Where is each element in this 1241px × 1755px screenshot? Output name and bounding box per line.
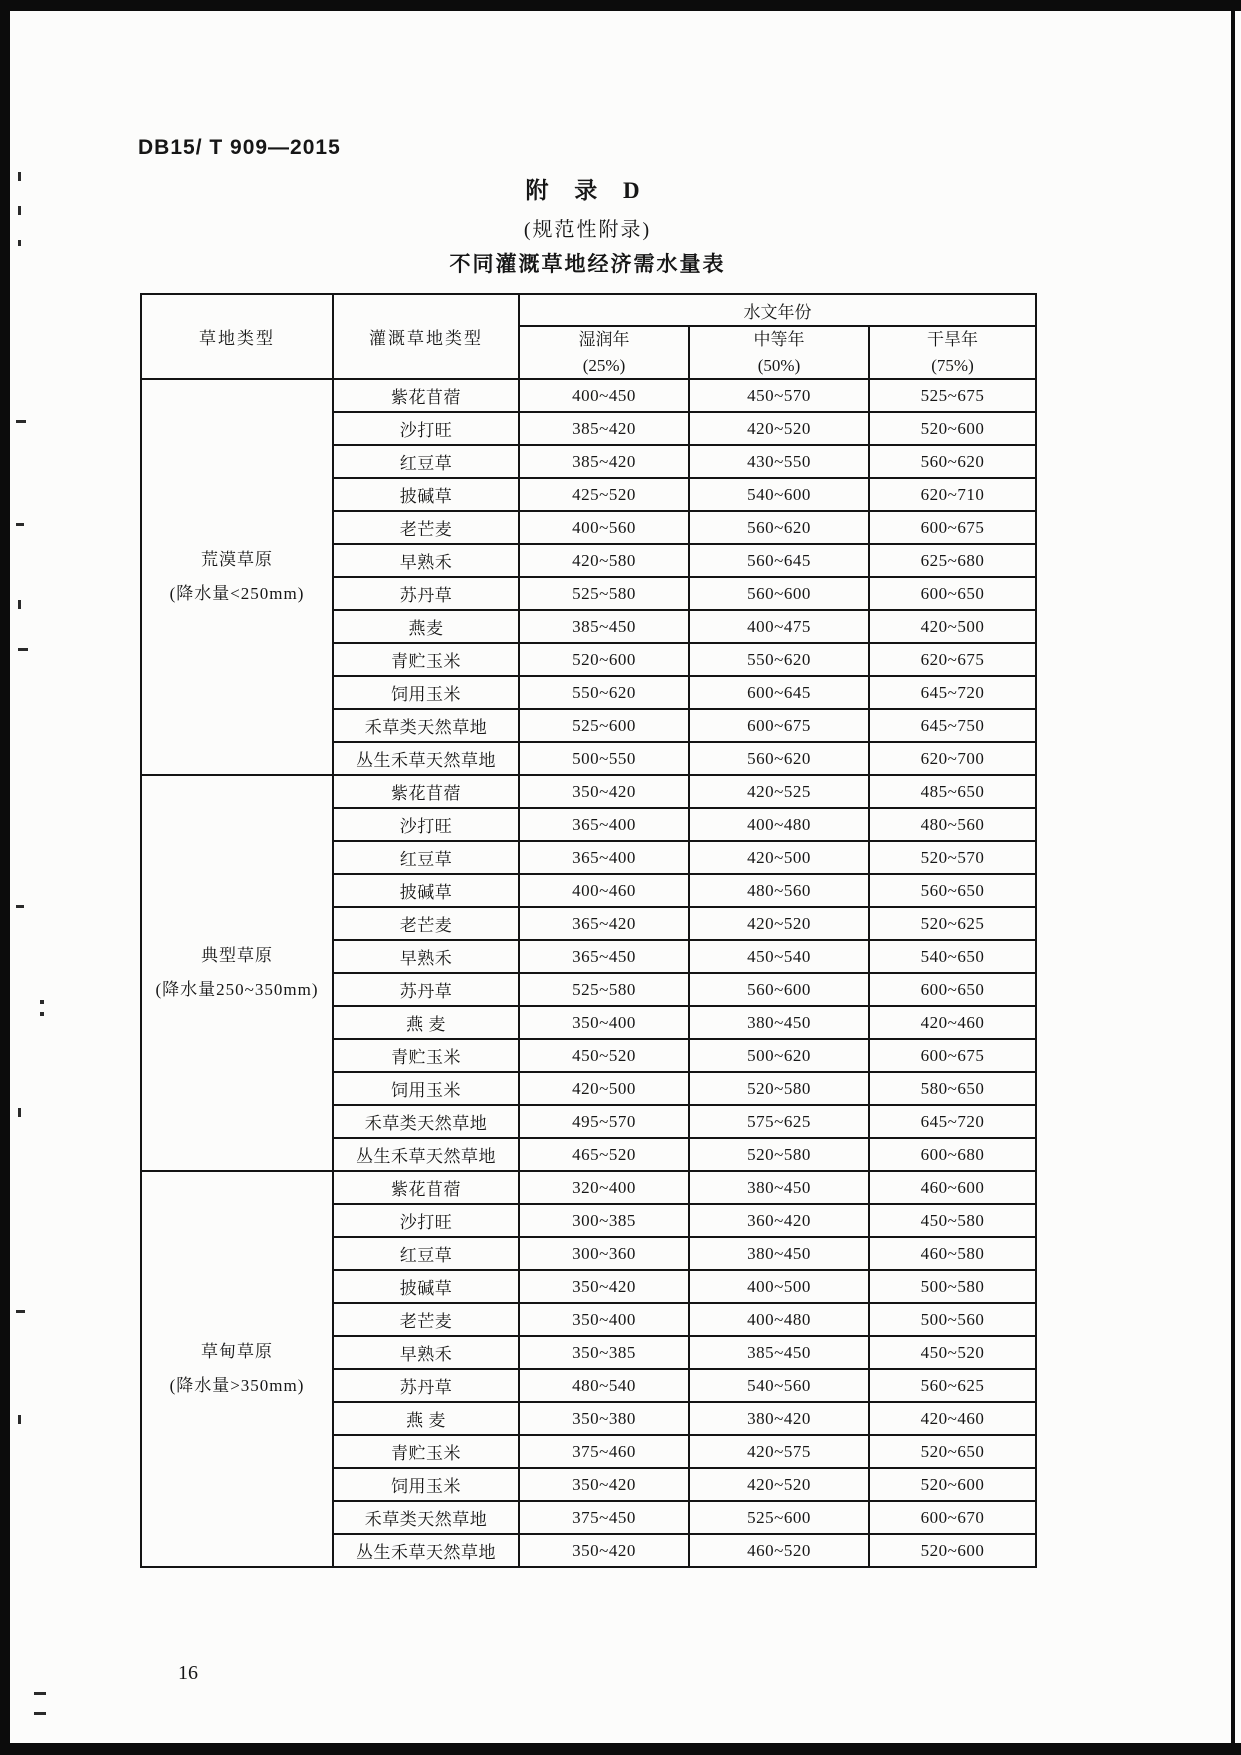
scan-mark [40, 1000, 44, 1004]
value-cell: 500~620 [689, 1039, 869, 1072]
value-cell: 540~650 [869, 940, 1036, 973]
irrigated-type-cell: 饲用玉米 [333, 1468, 519, 1501]
value-cell: 400~560 [519, 511, 689, 544]
scan-mark [16, 905, 24, 908]
irrigated-type-cell: 披碱草 [333, 874, 519, 907]
grassland-type-cell: 草甸草原 (降水量>350mm) [141, 1171, 333, 1567]
value-cell: 645~720 [869, 1105, 1036, 1138]
value-cell: 560~625 [869, 1369, 1036, 1402]
grassland-type-cell: 荒漠草原 (降水量<250mm) [141, 379, 333, 775]
value-cell: 520~625 [869, 907, 1036, 940]
value-cell: 350~420 [519, 1534, 689, 1567]
value-cell: 400~480 [689, 1303, 869, 1336]
value-cell: 450~520 [519, 1039, 689, 1072]
value-cell: 560~650 [869, 874, 1036, 907]
value-cell: 300~385 [519, 1204, 689, 1237]
scan-mark [34, 1712, 46, 1715]
value-cell: 375~450 [519, 1501, 689, 1534]
header-irrigated-type: 灌溉草地类型 [333, 294, 519, 379]
irrigated-type-cell: 早熟禾 [333, 1336, 519, 1369]
header-dry-year: 干旱年 (75%) [869, 326, 1036, 379]
value-cell: 400~480 [689, 808, 869, 841]
value-cell: 600~675 [689, 709, 869, 742]
value-cell: 520~580 [689, 1072, 869, 1105]
value-cell: 465~520 [519, 1138, 689, 1171]
value-cell: 450~540 [689, 940, 869, 973]
header-normal-year: 中等年 (50%) [689, 326, 869, 379]
irrigated-type-cell: 丛生禾草天然草地 [333, 1138, 519, 1171]
value-cell: 560~620 [689, 742, 869, 775]
irrigated-type-cell: 沙打旺 [333, 412, 519, 445]
scan-mark [18, 172, 21, 181]
appendix-title-block [140, 172, 1035, 278]
header-grass-type: 草地类型 [141, 294, 333, 379]
scan-mark [40, 1012, 44, 1016]
scan-mark [18, 206, 21, 215]
page-number: 16 [178, 1662, 198, 1684]
irrigated-type-cell: 燕 麦 [333, 1402, 519, 1435]
value-cell: 620~700 [869, 742, 1036, 775]
value-cell: 450~520 [869, 1336, 1036, 1369]
value-cell: 360~420 [689, 1204, 869, 1237]
irrigated-type-cell: 披碱草 [333, 478, 519, 511]
value-cell: 385~450 [519, 610, 689, 643]
irrigated-type-cell: 苏丹草 [333, 973, 519, 1006]
scan-border-bottom [0, 1743, 1241, 1755]
value-cell: 525~600 [689, 1501, 869, 1534]
scan-mark [16, 420, 26, 423]
scan-mark [18, 240, 21, 246]
irrigated-type-cell: 披碱草 [333, 1270, 519, 1303]
value-cell: 600~650 [869, 577, 1036, 610]
irrigated-type-cell: 紫花苜蓿 [333, 1171, 519, 1204]
value-cell: 645~720 [869, 676, 1036, 709]
irrigated-type-cell: 早熟禾 [333, 544, 519, 577]
value-cell: 420~520 [689, 412, 869, 445]
scan-mark [18, 1415, 21, 1424]
header-wet-year: 湿润年 (25%) [519, 326, 689, 379]
header-hydro-year: 水文年份 [519, 294, 1036, 326]
value-cell: 480~540 [519, 1369, 689, 1402]
irrigated-type-cell: 沙打旺 [333, 1204, 519, 1237]
value-cell: 525~580 [519, 577, 689, 610]
value-cell: 350~420 [519, 775, 689, 808]
irrigated-type-cell: 紫花苜蓿 [333, 775, 519, 808]
value-cell: 365~400 [519, 841, 689, 874]
irrigated-type-cell: 燕 麦 [333, 1006, 519, 1039]
table-row [141, 1171, 1036, 1204]
irrigated-type-cell: 红豆草 [333, 445, 519, 478]
value-cell: 500~560 [869, 1303, 1036, 1336]
value-cell: 420~520 [689, 1468, 869, 1501]
value-cell: 380~420 [689, 1402, 869, 1435]
value-cell: 350~420 [519, 1468, 689, 1501]
value-cell: 600~670 [869, 1501, 1036, 1534]
irrigated-type-cell: 禾草类天然草地 [333, 709, 519, 742]
table-body [141, 379, 1036, 1567]
value-cell: 525~600 [519, 709, 689, 742]
value-cell: 645~750 [869, 709, 1036, 742]
irrigated-type-cell: 苏丹草 [333, 1369, 519, 1402]
value-cell: 560~600 [689, 577, 869, 610]
irrigated-type-cell: 红豆草 [333, 1237, 519, 1270]
value-cell: 320~400 [519, 1171, 689, 1204]
table-row [141, 379, 1036, 412]
value-cell: 600~650 [869, 973, 1036, 1006]
value-cell: 350~380 [519, 1402, 689, 1435]
value-cell: 400~460 [519, 874, 689, 907]
value-cell: 420~500 [689, 841, 869, 874]
value-cell: 380~450 [689, 1006, 869, 1039]
table-header-row-1 [141, 294, 1036, 326]
irrigated-type-cell: 红豆草 [333, 841, 519, 874]
value-cell: 520~600 [519, 643, 689, 676]
irrigated-type-cell: 饲用玉米 [333, 1072, 519, 1105]
value-cell: 600~675 [869, 1039, 1036, 1072]
value-cell: 520~580 [689, 1138, 869, 1171]
appendix-title: 附 录 D [525, 178, 650, 203]
irrigated-type-cell: 丛生禾草天然草地 [333, 742, 519, 775]
value-cell: 520~600 [869, 1534, 1036, 1567]
value-cell: 600~645 [689, 676, 869, 709]
value-cell: 350~385 [519, 1336, 689, 1369]
value-cell: 500~580 [869, 1270, 1036, 1303]
value-cell: 460~600 [869, 1171, 1036, 1204]
value-cell: 525~675 [869, 379, 1036, 412]
value-cell: 420~580 [519, 544, 689, 577]
value-cell: 420~525 [689, 775, 869, 808]
value-cell: 420~460 [869, 1006, 1036, 1039]
value-cell: 520~600 [869, 412, 1036, 445]
irrigated-type-cell: 老芒麦 [333, 907, 519, 940]
value-cell: 350~400 [519, 1303, 689, 1336]
scan-mark [34, 1692, 46, 1695]
scan-mark [18, 1108, 21, 1117]
value-cell: 560~620 [689, 511, 869, 544]
value-cell: 430~550 [689, 445, 869, 478]
value-cell: 420~500 [519, 1072, 689, 1105]
value-cell: 300~360 [519, 1237, 689, 1270]
value-cell: 480~560 [869, 808, 1036, 841]
value-cell: 400~475 [689, 610, 869, 643]
irrigated-type-cell: 饲用玉米 [333, 676, 519, 709]
value-cell: 420~520 [689, 907, 869, 940]
value-cell: 375~460 [519, 1435, 689, 1468]
value-cell: 560~645 [689, 544, 869, 577]
value-cell: 385~420 [519, 412, 689, 445]
value-cell: 365~450 [519, 940, 689, 973]
value-cell: 550~620 [519, 676, 689, 709]
doc-number: DB15/ T 909—2015 [138, 136, 341, 159]
value-cell: 365~400 [519, 808, 689, 841]
value-cell: 380~450 [689, 1171, 869, 1204]
value-cell: 575~625 [689, 1105, 869, 1138]
irrigated-type-cell: 青贮玉米 [333, 1435, 519, 1468]
irrigated-type-cell: 丛生禾草天然草地 [333, 1534, 519, 1567]
value-cell: 480~560 [689, 874, 869, 907]
irrigated-type-cell: 老芒麦 [333, 1303, 519, 1336]
value-cell: 620~710 [869, 478, 1036, 511]
table-row [141, 775, 1036, 808]
value-cell: 520~570 [869, 841, 1036, 874]
value-cell: 460~520 [689, 1534, 869, 1567]
water-requirement-table [140, 293, 1037, 1568]
value-cell: 450~580 [869, 1204, 1036, 1237]
irrigated-type-cell: 青贮玉米 [333, 1039, 519, 1072]
value-cell: 560~600 [689, 973, 869, 1006]
irrigated-type-cell: 沙打旺 [333, 808, 519, 841]
value-cell: 580~650 [869, 1072, 1036, 1105]
value-cell: 365~420 [519, 907, 689, 940]
irrigated-type-cell: 禾草类天然草地 [333, 1105, 519, 1138]
scan-mark [16, 1310, 25, 1313]
scan-mark [16, 523, 24, 526]
irrigated-type-cell: 燕麦 [333, 610, 519, 643]
value-cell: 420~460 [869, 1402, 1036, 1435]
scan-mark [18, 600, 21, 609]
value-cell: 385~450 [689, 1336, 869, 1369]
value-cell: 620~675 [869, 643, 1036, 676]
scan-border-left [0, 0, 10, 1755]
value-cell: 420~575 [689, 1435, 869, 1468]
scan-border-top [0, 0, 1241, 11]
value-cell: 560~620 [869, 445, 1036, 478]
value-cell: 600~680 [869, 1138, 1036, 1171]
value-cell: 540~600 [689, 478, 869, 511]
value-cell: 495~570 [519, 1105, 689, 1138]
value-cell: 450~570 [689, 379, 869, 412]
value-cell: 550~620 [689, 643, 869, 676]
value-cell: 420~500 [869, 610, 1036, 643]
scan-border-right [1231, 0, 1235, 1755]
value-cell: 350~420 [519, 1270, 689, 1303]
value-cell: 520~600 [869, 1468, 1036, 1501]
table-title: 不同灌溉草地经济需水量表 [449, 252, 726, 276]
value-cell: 380~450 [689, 1237, 869, 1270]
value-cell: 460~580 [869, 1237, 1036, 1270]
value-cell: 540~560 [689, 1369, 869, 1402]
value-cell: 350~400 [519, 1006, 689, 1039]
irrigated-type-cell: 老芒麦 [333, 511, 519, 544]
value-cell: 425~520 [519, 478, 689, 511]
irrigated-type-cell: 紫花苜蓿 [333, 379, 519, 412]
irrigated-type-cell: 苏丹草 [333, 577, 519, 610]
value-cell: 385~420 [519, 445, 689, 478]
irrigated-type-cell: 早熟禾 [333, 940, 519, 973]
value-cell: 500~550 [519, 742, 689, 775]
value-cell: 400~450 [519, 379, 689, 412]
value-cell: 400~500 [689, 1270, 869, 1303]
value-cell: 485~650 [869, 775, 1036, 808]
scan-mark [18, 648, 28, 651]
value-cell: 625~680 [869, 544, 1036, 577]
irrigated-type-cell: 青贮玉米 [333, 643, 519, 676]
irrigated-type-cell: 禾草类天然草地 [333, 1501, 519, 1534]
value-cell: 520~650 [869, 1435, 1036, 1468]
appendix-subtitle: (规范性附录) [523, 219, 652, 241]
value-cell: 525~580 [519, 973, 689, 1006]
grassland-type-cell: 典型草原 (降水量250~350mm) [141, 775, 333, 1171]
value-cell: 600~675 [869, 511, 1036, 544]
